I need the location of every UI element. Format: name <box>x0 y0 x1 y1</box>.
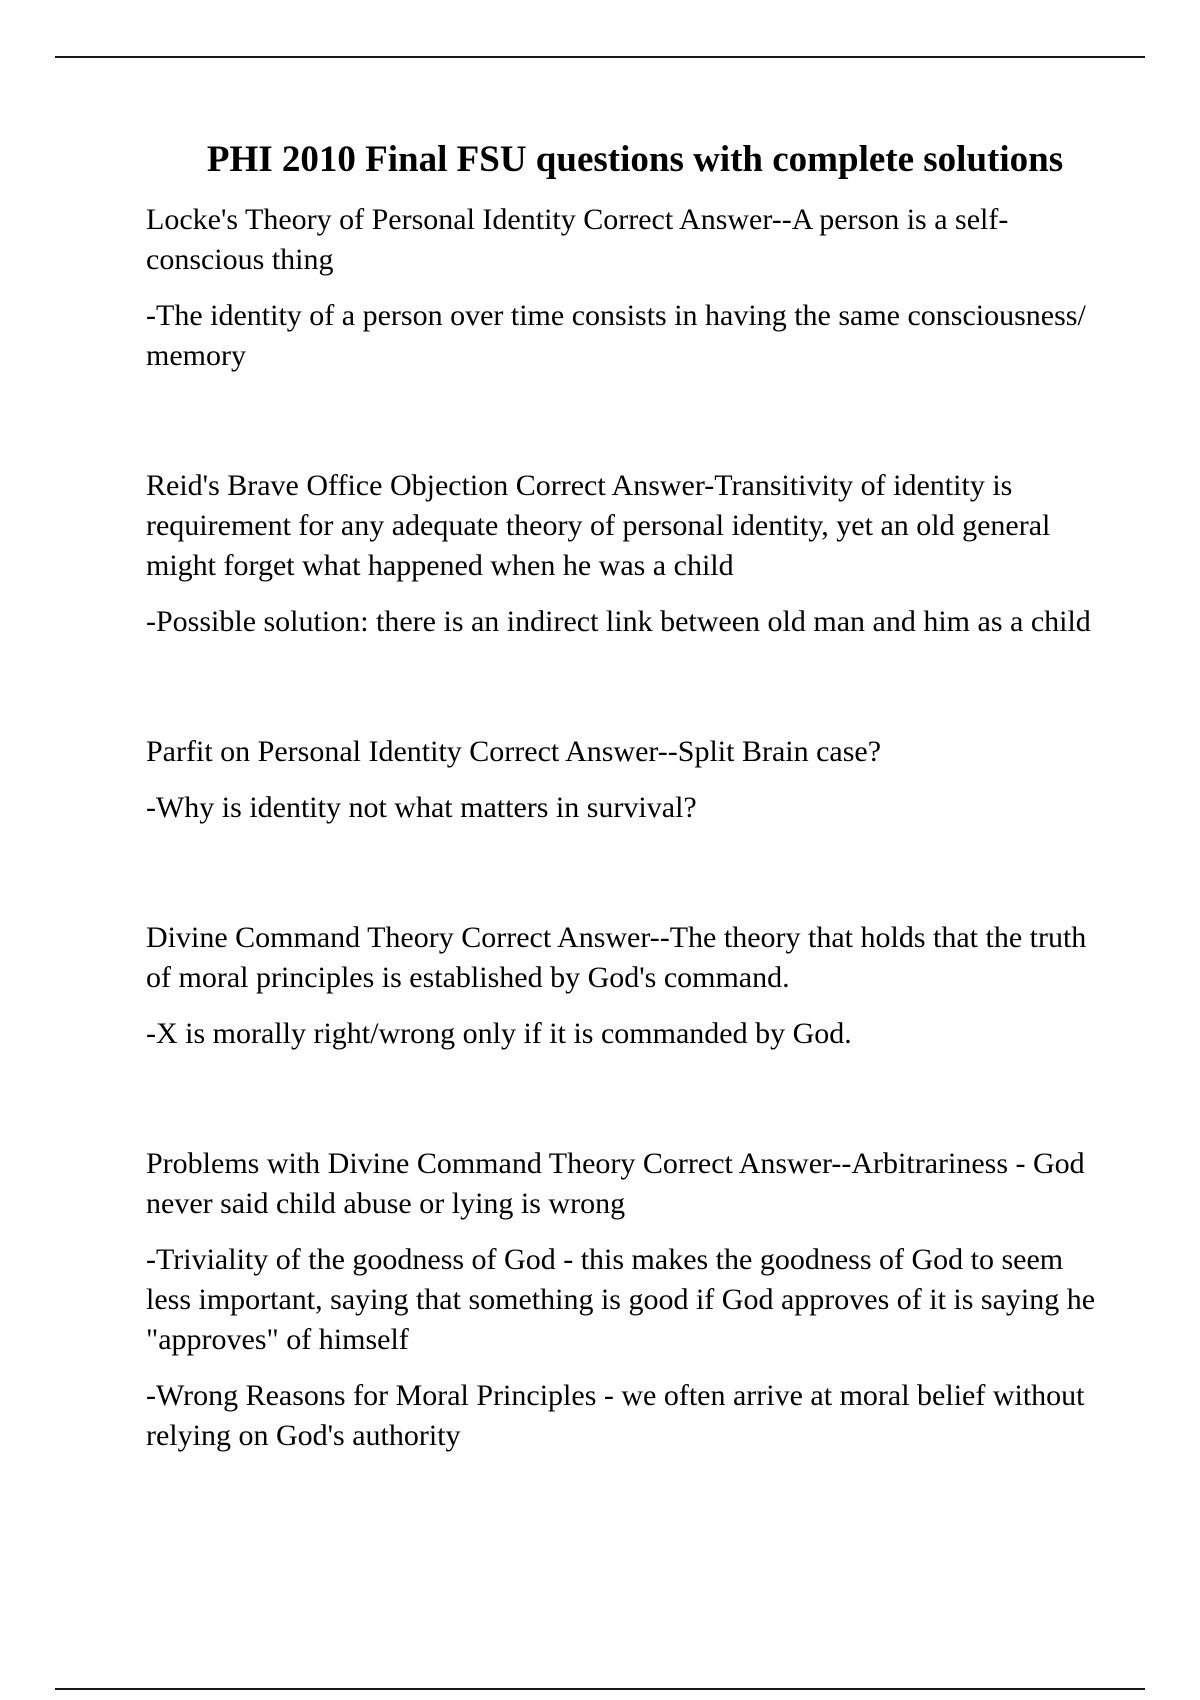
qa-entry-parfit <box>146 732 1096 828</box>
qa-entry-locke <box>146 200 1096 376</box>
entry-question-answer: Locke's Theory of Personal Identity Correct Answer--A person is a self-conscious thing <box>146 203 1009 277</box>
entry-question-answer: Parfit on Personal Identity Correct Answer--Split Brain case? <box>146 735 882 769</box>
entry-detail: -The identity of a person over time consists in having the same consciousness/ memory <box>146 299 1086 373</box>
entry-detail: -Possible solution: there is an indirect link between old man and him as a child <box>146 605 1091 639</box>
document-body <box>146 138 1096 1546</box>
entry-question-answer: Reid's Brave Office Objection Correct Answer-Transitivity of identity is requirement for any adequate theory of personal identity, yet an old general might forget what happened when he was a child <box>146 469 1051 583</box>
document-title: PHI 2010 Final FSU questions with complete solutions <box>206 139 1064 180</box>
qa-entry-reid <box>146 466 1096 642</box>
qa-entry-dct-problems <box>146 1144 1096 1456</box>
footer-rule <box>55 1688 1145 1690</box>
entry-detail: -Triviality of the goodness of God - this makes the goodness of God to seem less important, saying that something is good if God approves of it is saying he "approves" of himself <box>146 1243 1096 1357</box>
header-rule <box>55 56 1145 58</box>
entry-detail: -Why is identity not what matters in survival? <box>146 791 697 825</box>
qa-entry-divine-command <box>146 918 1096 1054</box>
entry-detail: -Wrong Reasons for Moral Principles - we often arrive at moral belief without relying on God's authority <box>146 1379 1085 1453</box>
entry-detail: -X is morally right/wrong only if it is commanded by God. <box>146 1017 852 1051</box>
entry-question-answer: Problems with Divine Command Theory Correct Answer--Arbitrariness - God never said child abuse or lying is wrong <box>146 1147 1085 1221</box>
entry-question-answer: Divine Command Theory Correct Answer--The theory that holds that the truth of moral principles is established by God's command. <box>146 921 1087 995</box>
